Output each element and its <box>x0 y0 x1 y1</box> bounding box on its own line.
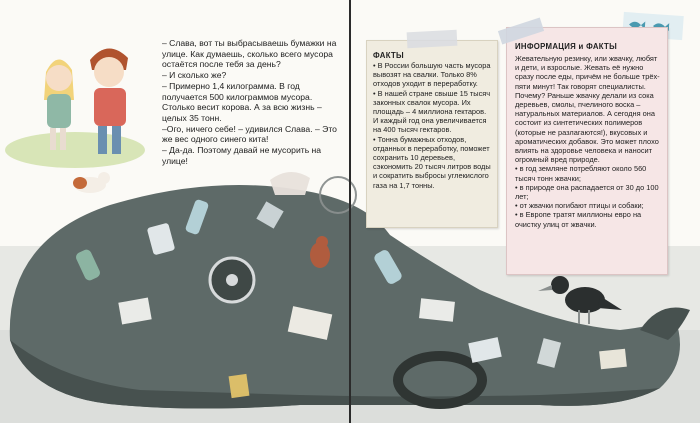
dialog-line: – Слава, вот ты выбрасываешь бумажки на улице. Как думаешь, сколько всего мусора остаётся после тебя за день? <box>162 38 337 70</box>
story-dialog <box>162 38 342 166</box>
facts-note <box>366 40 498 228</box>
fact-item: • Тонна бумажных отходов, отданных в переработку, поможет сохранить 10 деревьев, сэкономить 20 тысяч литров воды и сократить выбросы углекислого газа на 1,7 тонны. <box>373 134 491 190</box>
info-note <box>506 27 668 275</box>
book-spine <box>349 0 351 423</box>
tape-strip <box>407 30 458 49</box>
info-item: • от жвачки погибают птицы и собаки; <box>515 201 644 211</box>
dialog-line: –Ого, ничего себе! – удивился Слава. – Это же вес одного синего кита! <box>162 123 337 145</box>
grass-patch <box>5 132 145 168</box>
facts-title: ФАКТЫ <box>373 51 404 60</box>
info-item: • в природе она распадается от 30 до 100 лет; <box>515 182 659 202</box>
fact-item: • В нашей стране свыше 15 тысяч законных свалок мусора. Их площадь – 4 миллиона гектаров. И каждый год она увеличивается на 400 тысяч гектаров. <box>373 88 491 135</box>
info-paragraph: Жевательную резинку, или жвачку, любят и дети, и взрослые. Жевать её нужно сразу после еды, причём не больше трёх-пяти минут! Так говорят специалисты. Почему? Раньше жвачку делали из сока деревьев, смолы, пчелиного воска – натуральных материалов. А сегодня она состоит из синтетических полимеров (которые не разлагаются!), вкусовых и ароматических добавок. Это может плохо влиять на здоровье человека и наносит огромный вред природе. <box>515 54 660 165</box>
dialog-line: – Примерно 1,4 килограмма. В год получается 500 килограммов мусора. Столько весит корова. А за всю жизнь – целых 35 тонн. <box>162 80 322 123</box>
facts-list <box>373 61 493 190</box>
info-title: ИНФОРМАЦИЯ и ФАКТЫ <box>515 42 618 51</box>
info-item: • в год земляне потребляют около 560 тысяч тонн жвачки; <box>515 164 647 183</box>
info-text <box>515 54 661 229</box>
dog-illustration <box>73 172 110 193</box>
dialog-line: – Да-да. Поэтому давай не мусорить на улице! <box>162 145 322 166</box>
fact-item: • В России большую часть мусора вывозят на свалки. Только 8% отходов уходит в переработку. <box>373 61 491 89</box>
info-item: • в Европе тратят миллионы евро на очистку улиц от жвачки. <box>515 210 642 229</box>
dialog-line: – И сколько же? <box>162 70 227 81</box>
